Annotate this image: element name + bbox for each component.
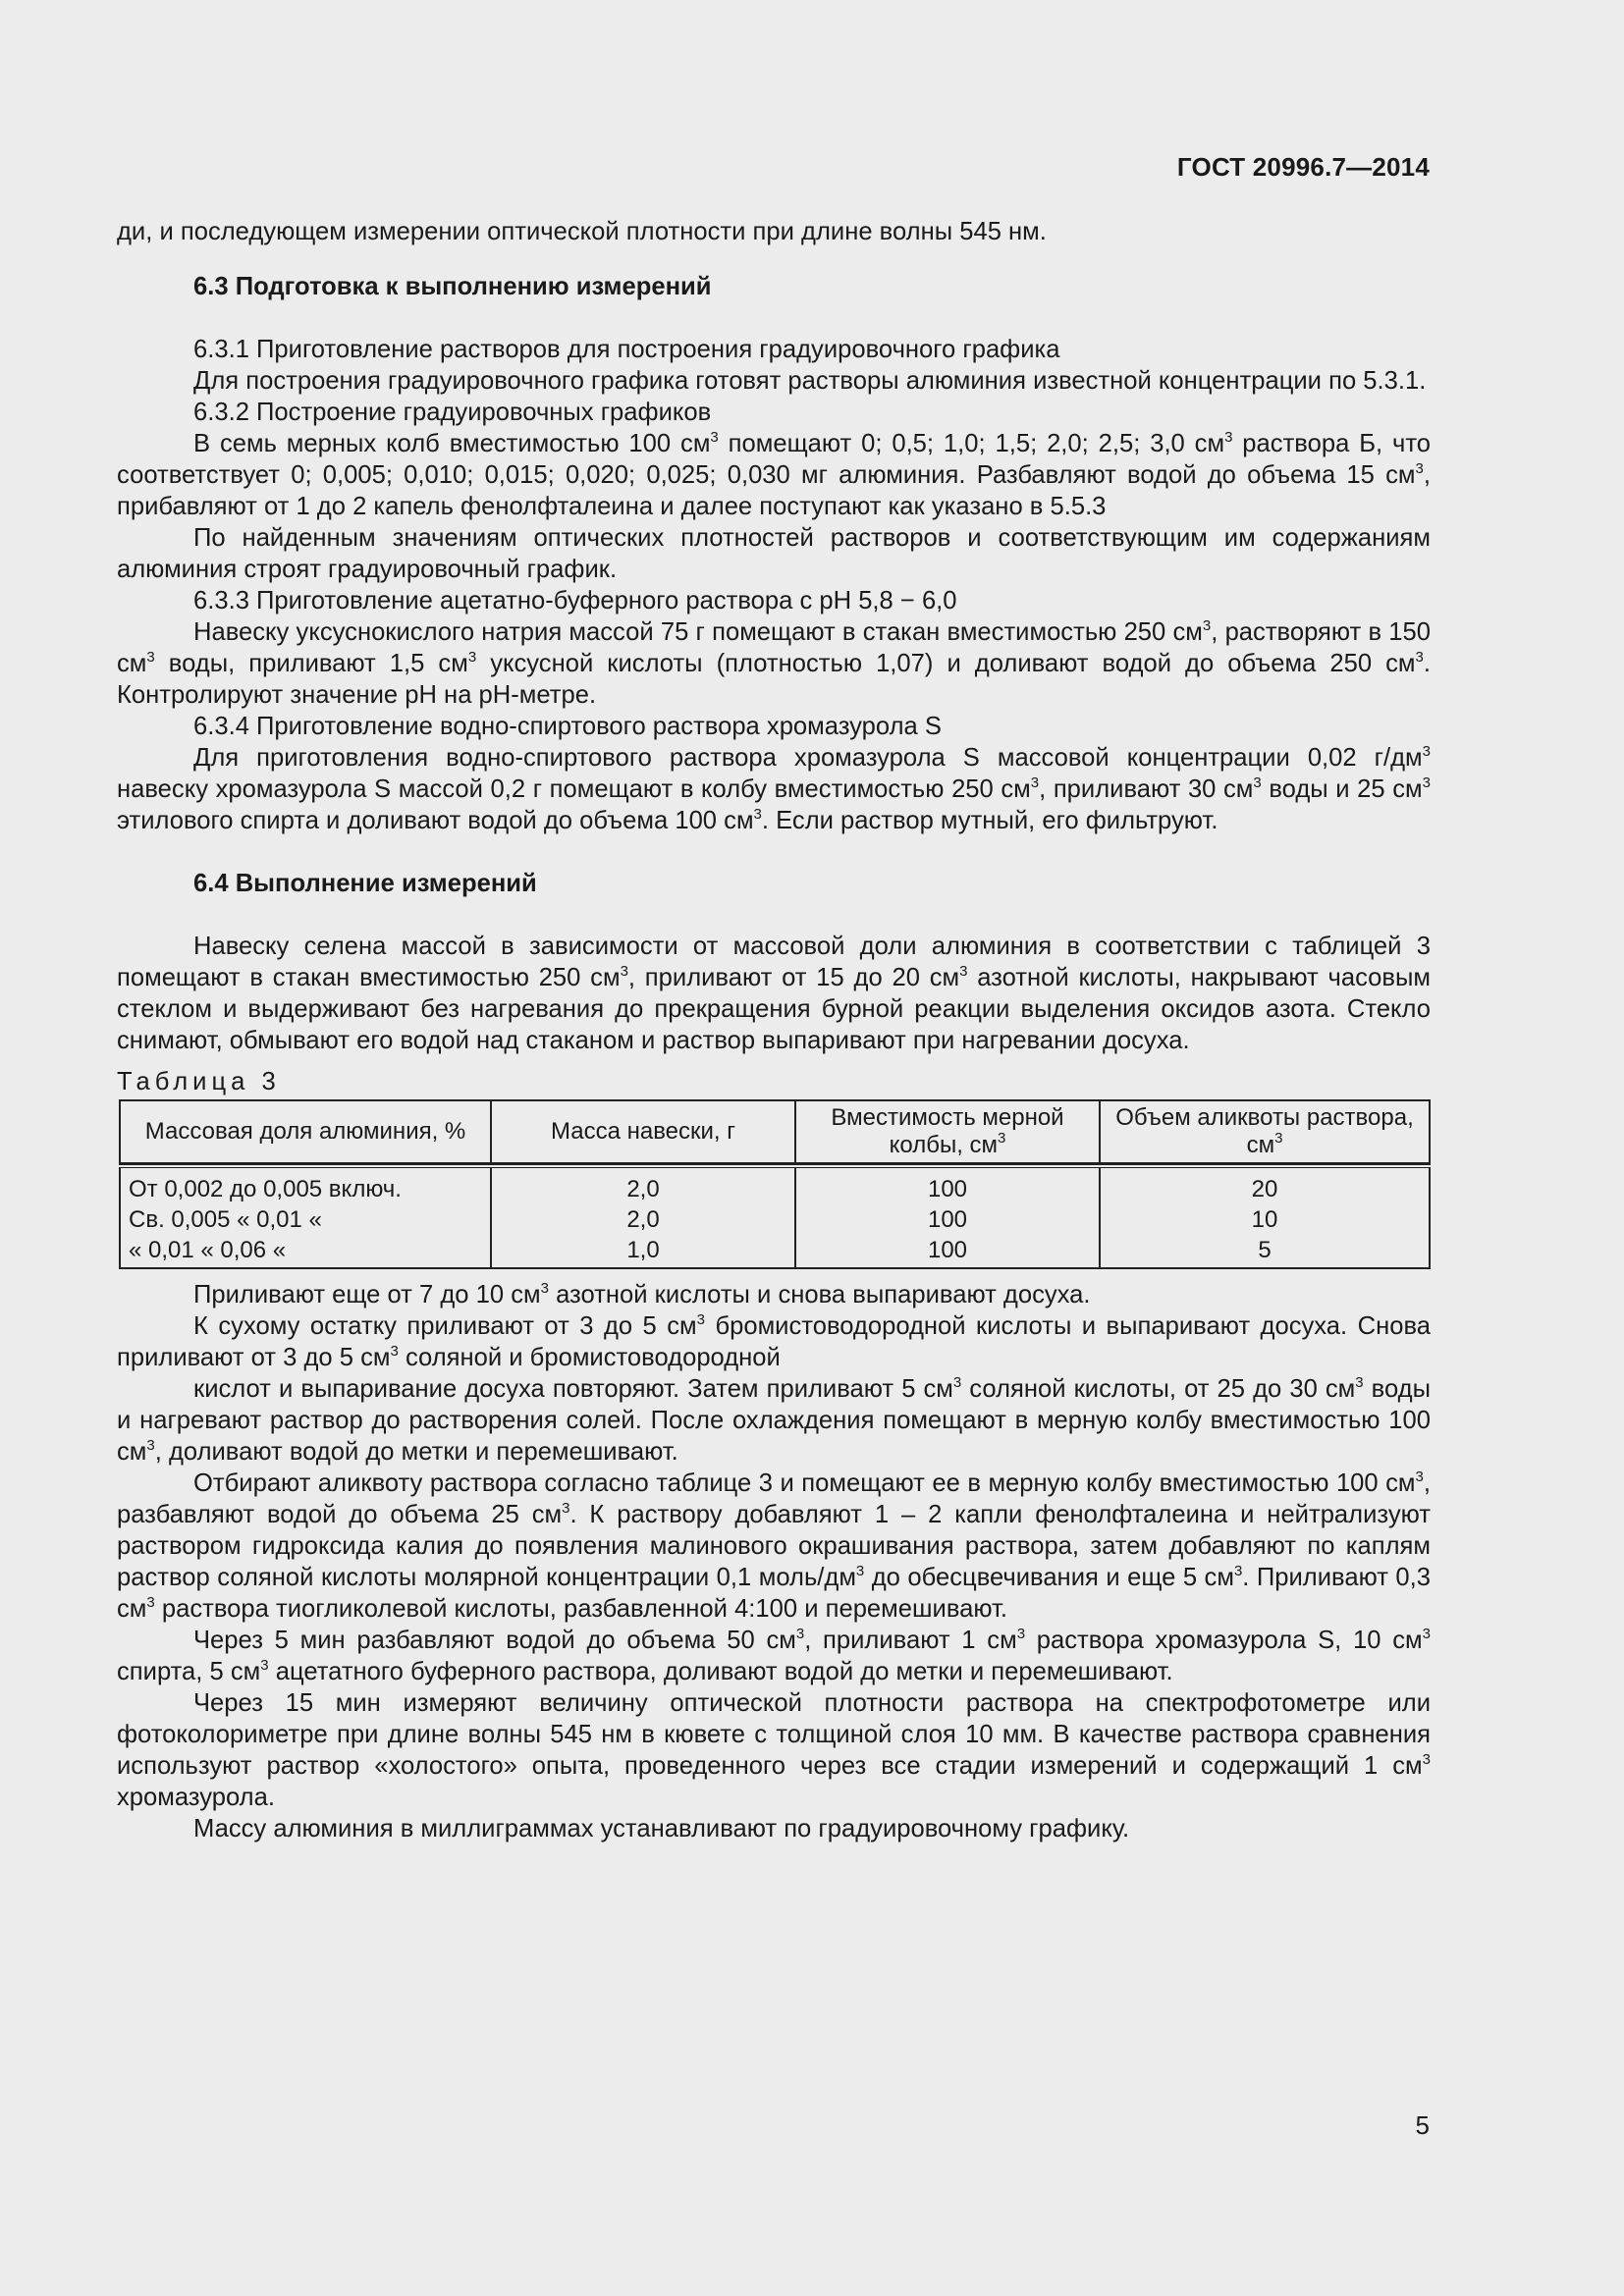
paragraph-6-3-4: Для приготовления водно-спиртового раствора хромазурола S массовой концентрации 0,02 $г/дм^3$ навеску хромазурола S массой 0,2 г помещают в колбу вместимостью 250 $см^3$, приливают 30 $см^3$ воды и 25 $см^3$ этилового спирта и доливают водой до объема 100 $см^3$. Если раствор мутный, его фильтруют.	[117, 743, 1431, 834]
paragraph-after-table-2: К сухому остатку приливают от 3 до 5 $см^3$ бромистоводородной кислоты и выпаривают досуха. Снова приливают от 3 до 5 $см^3$ соляной и бромистоводородной	[117, 1311, 1431, 1371]
section-heading-6-4: 6.4 Выполнение измерений	[193, 870, 537, 897]
subsection-title-6-3-4: 6.3.4 Приготовление водно-спиртового раствора хромазурола S	[193, 713, 942, 740]
standard-number: ГОСТ 20996.7—2014	[1176, 152, 1430, 182]
paragraph-after-table-1: Приливают еще от 7 до 10 $см^3$ азотной кислоты и снова выпаривают досуха.	[193, 1280, 1091, 1308]
subsection-title-6-3-2: 6.3.2 Построение градуировочных графиков	[193, 399, 712, 426]
table-row: « 0,01 « 0,06 « 1,0 100 5	[120, 1235, 1430, 1268]
section-heading-6-3: 6.3 Подготовка к выполнению измерений	[193, 273, 712, 300]
paragraph-6-3-2: В семь мерных колб вместимостью 100 $см^3$ помещают 0; 0,5; 1,0; 1,5; 2,0; 2,5; 3,0 $см^3$ раствора Б, что соответствует 0; 0,005; 0,010; 0,015; 0,020; 0,025; 0,030 мг алюминия. Разбавляют водой до объема 15 $см^3$, прибавляют от 1 до 2 капель фенолфталеина и далее поступают как указано в 5.5.3	[117, 429, 1431, 520]
paragraph-after-table-7: Массу алюминия в миллиграммах устанавливают по градуировочному графику.	[193, 1815, 1130, 1842]
paragraph-6-3-1: Для построения градуировочного графика готовят растворы алюминия известной концентрации по 5.3.1.	[193, 367, 1427, 395]
table-row: От 0,002 до 0,005 включ. 2,0 100 20	[120, 1166, 1430, 1204]
table-header-row	[120, 1100, 1430, 1163]
page-content	[117, 216, 1431, 1844]
table-3	[119, 1099, 1431, 1269]
page-number: 5	[1415, 2110, 1430, 2140]
subsection-title-6-3-1: 6.3.1 Приготовление растворов для построения градуировочного графика	[193, 336, 1060, 363]
continued-paragraph: ди, и последующем измерении оптической плотности при длине волны 545 нм.	[117, 218, 1047, 245]
paragraph-after-table-5: Через 5 мин разбавляют водой до объема 50 $см^3$, приливают 1 $см^3$ раствора хромазурола S, 10 $см^3$ спирта, 5 $см^3$ ацетатного буферного раствора, доливают водой до метки и перемешивают.	[117, 1626, 1431, 1685]
header-aliquot-volume: Объем аликвоты раствора, $см^3$	[1100, 1100, 1430, 1163]
paragraph-6-4: Навеску селена массой в зависимости от массовой доли алюминия в соответствии с таблицей 3 помещают в стакан вместимостью 250 $см^3$, приливают от 15 до 20 $см^3$ азотной кислоты, накрывают часовым стеклом и выдерживают без нагревания до прекращения бурной реакции выделения оксидов азота. Стекло снимают, обмывают его водой над стаканом и раствор выпаривают при нагревании досуха.	[117, 933, 1431, 1054]
header-aluminium-fraction: Массовая доля алюминия, %	[120, 1100, 491, 1163]
header-flask-volume: Вместимость мерной колбы, $см^3$	[795, 1100, 1100, 1163]
paragraph-6-3-2-b: По найденным значениям оптических плотностей растворов и соответствующим им содержаниям алюминия строят градуировочный график.	[117, 524, 1431, 583]
paragraph-after-table-3: кислот и выпаривание досуха повторяют. Затем приливают 5 $см^3$ соляной кислоты, от 25 до 30 $см^3$ воды и нагревают раствор до растворения солей. После охлаждения помещают в мерную колбу вместимостью 100 $см^3$, доливают водой до метки и перемешивают.	[117, 1374, 1431, 1466]
paragraph-after-table-4: Отбирают аликвоту раствора согласно таблице 3 и помещают ее в мерную колбу вместимостью 100 $см^3$, разбавляют водой до объема 25 $см^3$. К раствору добавляют 1 – 2 капли фенолфталеина и нейтрализуют раствором гидроксида калия до появления малинового окрашивания раствора, затем добавляют по каплям раствор соляной кислоты молярной концентрации 0,1 моль/$дм^3$ до обесцвечивания и еще 5 $см^3$. Приливают 0,3 $см^3$ раствора тиогликолевой кислоты, разбавленной 4:100 и перемешивают.	[117, 1468, 1431, 1623]
header-sample-mass: Масса навески, г	[491, 1100, 795, 1163]
table-caption: Таблица 3	[117, 1068, 281, 1095]
table-row: Св. 0,005 « 0,01 « 2,0 100 10	[120, 1204, 1430, 1235]
subsection-title-6-3-3: 6.3.3 Приготовление ацетатно-буферного раствора с рН 5,8 − 6,0	[193, 587, 957, 614]
paragraph-6-3-3: Навеску уксуснокислого натрия массой 75 г помещают в стакан вместимостью 250 $см^3$, растворяют в 150 $см^3$ воды, приливают 1,5 $см^3$ уксусной кислоты (плотностью 1,07) и доливают водой до объема 250 $см^3$. Контролируют значение рН на рН-метре.	[117, 617, 1431, 709]
paragraph-after-table-6: Через 15 мин измеряют величину оптической плотности раствора на спектрофотометре или фотоколориметре при длине волны 545 нм в кювете с толщиной слоя 10 мм. В качестве раствора сравнения используют раствор «холостого» опыта, проведенного через все стадии измерений и содержащий 1 $см^3$ хромазурола.	[117, 1689, 1431, 1811]
